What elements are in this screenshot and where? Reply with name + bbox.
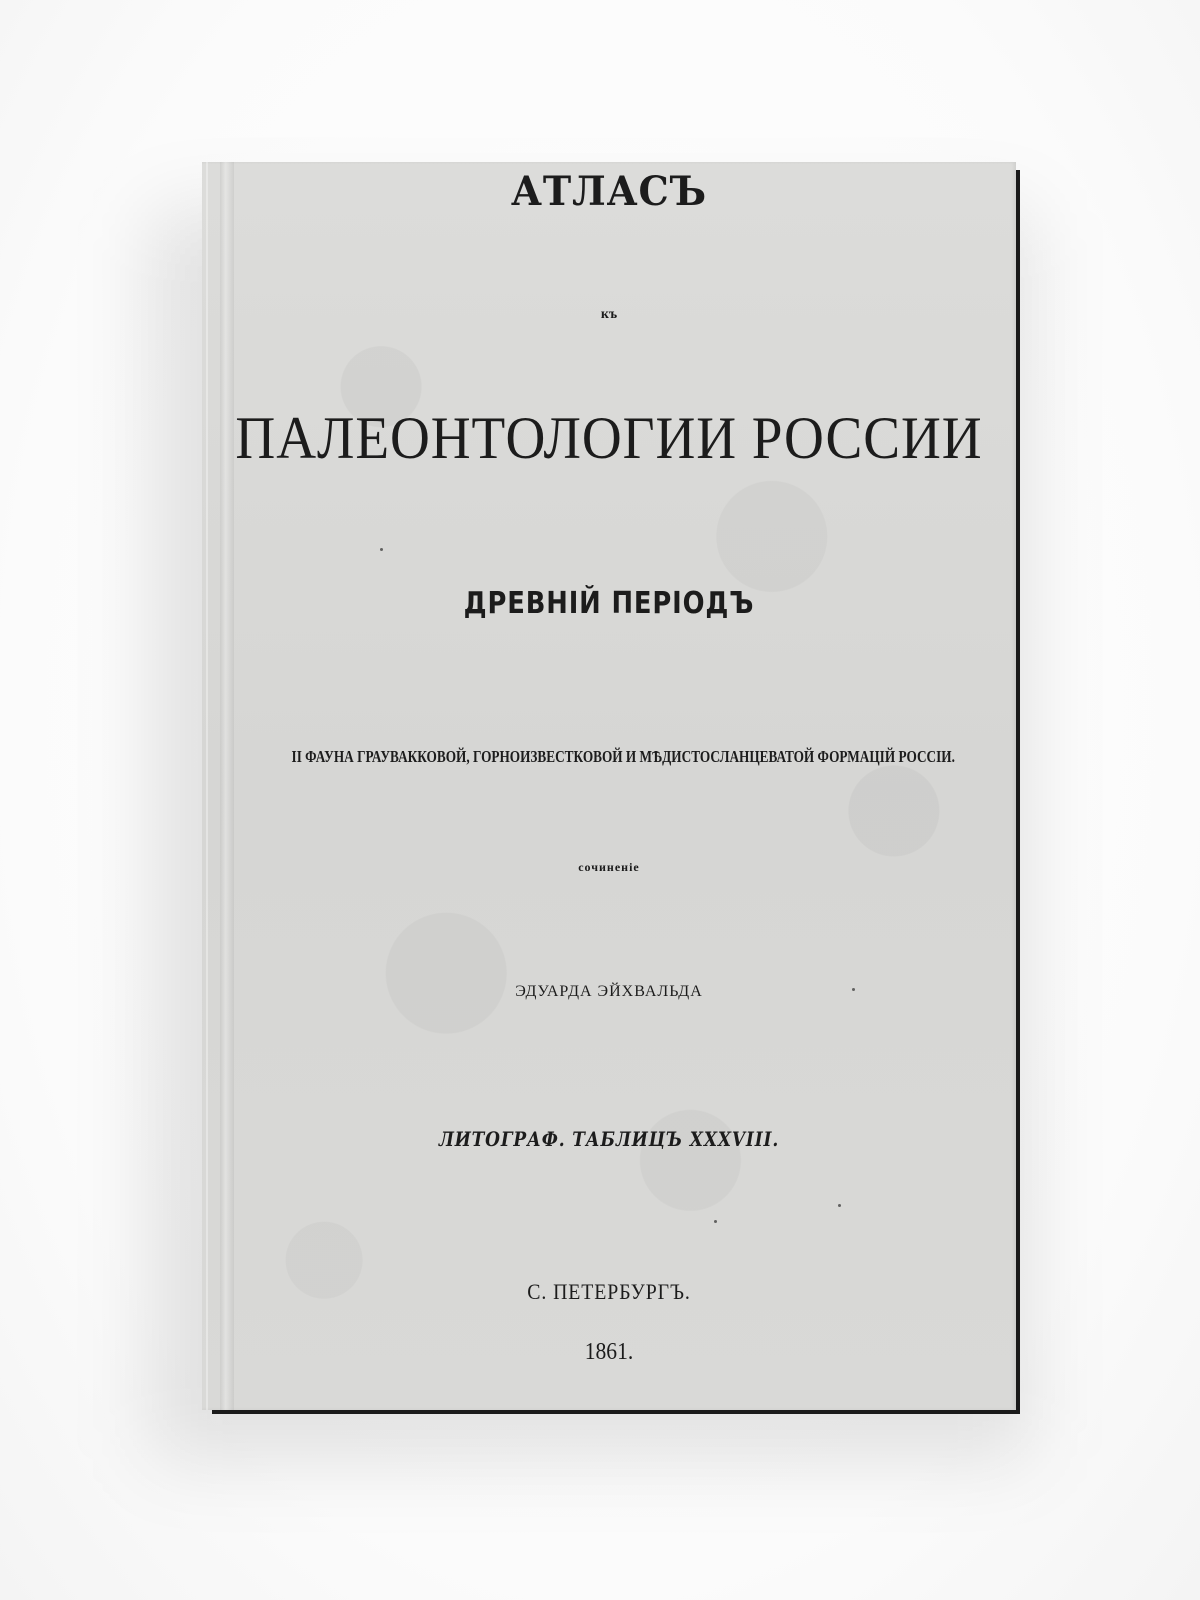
spine-crease bbox=[220, 162, 234, 1410]
paper-speck bbox=[714, 1220, 717, 1223]
front-cover bbox=[202, 162, 1016, 1410]
cover-plates-count: ЛИТОГРАФ. ТАБЛИЦЪ XXXVIII. bbox=[438, 1127, 780, 1151]
paper-speck bbox=[852, 988, 855, 991]
cover-composition-label: сочиненіе bbox=[578, 860, 640, 874]
cover-subject: ПАЛЕОНТОЛОГИИ РОССИИ bbox=[235, 405, 983, 471]
spine-highlight bbox=[206, 162, 208, 1410]
cover-city: С. ПЕТЕРБУРГЪ. bbox=[527, 1279, 691, 1304]
cover-preposition: къ bbox=[600, 307, 618, 322]
paper-speck bbox=[838, 1204, 841, 1207]
cover-fauna-line: II ФАУНА ГРАУВАККОВОЙ, ГОРНОИЗВЕСТКОВОЙ И МѢДИСТОСЛАНЦЕВАТОЙ ФОРМАЦІЙ РОССІИ. bbox=[291, 747, 955, 766]
cover-title: АТЛАСЪ bbox=[510, 168, 708, 215]
cover-period: ДРЕВНІЙ ПЕРІОДЪ bbox=[463, 586, 755, 621]
paper-speck bbox=[380, 548, 383, 551]
book bbox=[202, 162, 1016, 1410]
cover-year: 1861. bbox=[584, 1339, 634, 1365]
cover-author: ЭДУАРДА ЭЙХВАЛЬДА bbox=[515, 983, 703, 1000]
